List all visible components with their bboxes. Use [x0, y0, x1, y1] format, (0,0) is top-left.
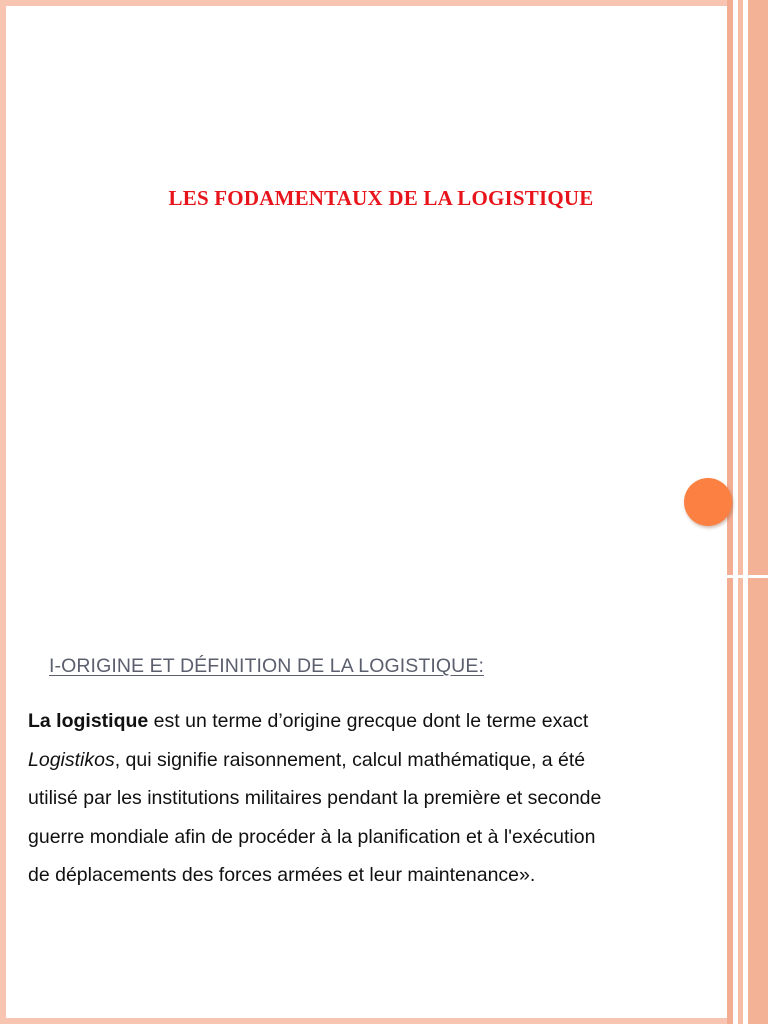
side-stripe [748, 0, 768, 1024]
paragraph-line [28, 702, 733, 741]
paragraph-line: guerre mondiale afin de procéder à la planification et à l'exécution [28, 825, 596, 848]
definition-paragraph [28, 702, 733, 895]
side-band-divider [727, 575, 768, 578]
term-logistikos: Logistikos [28, 748, 115, 771]
paragraph-line: utilisé par les institutions militaires pendant la première et seconde [28, 787, 602, 809]
term-logistique: La logistique [28, 710, 149, 732]
paragraph-text: , qui signifie raisonnement, calcul mathématique, a été [114, 748, 586, 771]
slide-title: LES FODAMENTAUX DE LA LOGISTIQUE [168, 186, 594, 210]
section-heading: I-ORIGINE ET DÉFINITION DE LA LOGISTIQUE: [49, 655, 484, 677]
orange-circle-decoration [684, 478, 732, 526]
paragraph-line: de déplacements des forces armées et leur maintenance». [28, 864, 536, 886]
paragraph-line [28, 741, 733, 780]
paragraph-text: est un terme d’origine grecque dont le terme exact [148, 710, 589, 732]
